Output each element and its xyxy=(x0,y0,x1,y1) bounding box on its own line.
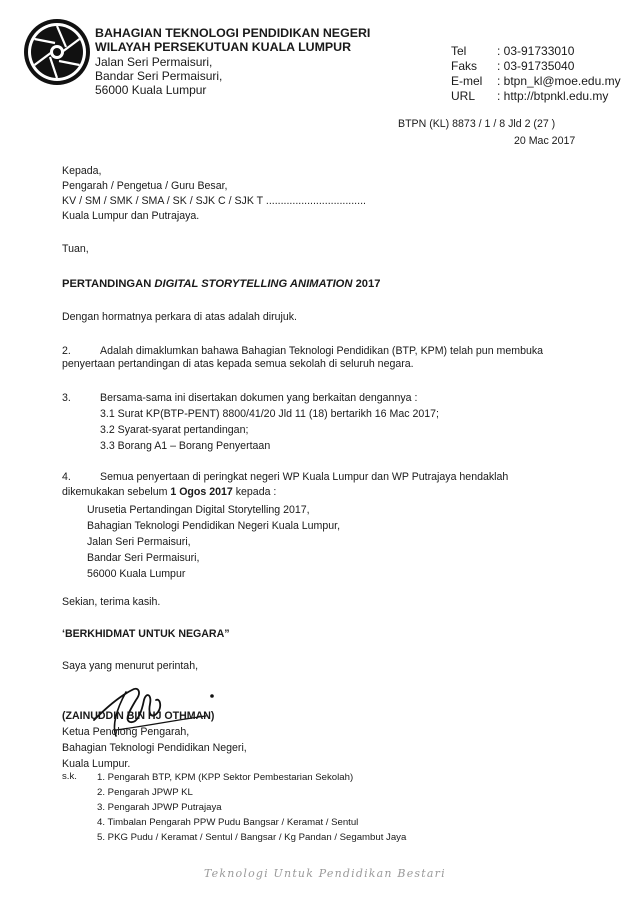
cc-item: 4. Timbalan Pengarah PPW Pudu Bangsar / Keramat / Sentul xyxy=(97,817,359,828)
letterhead xyxy=(0,0,638,110)
signatory-block xyxy=(62,708,247,772)
closing-thanks: Sekian, terima kasih. xyxy=(62,596,161,608)
signatory-title: Kuala Lumpur. xyxy=(62,758,131,770)
contact-fax: Faks : 03-91735040 xyxy=(451,59,575,73)
footer-motto: Teknologi Untuk Pendidikan Bestari xyxy=(204,867,446,880)
contact-url: URL : http://btpnkl.edu.my xyxy=(451,89,609,103)
paragraph-2: 2. Adalah dimaklumkan bahawa Bahagian Teknologi Pendidikan (BTP, KPM) telah pun membuka penyertaan pertandingan di atas kepada semua sekolah di seluruh negara. xyxy=(62,345,544,370)
attachment-item: 3.3 Borang A1 – Borang Penyertaan xyxy=(100,440,271,452)
deadline-date: 1 Ogos 2017 xyxy=(170,486,233,498)
by-order-line: Saya yang menurut perintah, xyxy=(62,660,199,672)
submission-address: Urusetia Pertandingan Digital Storytelling 2017, Bahagian Teknologi Pendidikan Negeri Kuala Lumpur, Jalan Seri Permaisuri, Bandar Seri Permaisuri, 56000 Kuala Lumpur xyxy=(87,504,341,580)
attachment-item: 3.2 Syarat-syarat pertandingan; xyxy=(100,424,249,436)
signatory-title: Ketua Penolong Pengarah, xyxy=(62,726,190,738)
deadline-line: dikemukakan sebelum 1 Ogos 2017 kepada : xyxy=(62,486,277,498)
cc-item: 5. PKG Pudu / Keramat / Sentul / Bangsar / Kg Pandan / Segambut Jaya xyxy=(97,832,407,843)
contact-block xyxy=(451,44,621,104)
closing-motto: ‘BERKHIDMAT UNTUK NEGARA” xyxy=(62,628,230,640)
contact-email: E-mel : btpn_kl@moe.edu.my xyxy=(451,74,621,88)
aperture-logo-icon xyxy=(22,17,92,87)
signatory-title: Bahagian Teknologi Pendidikan Negeri, xyxy=(62,742,247,754)
cc-label: s.k. xyxy=(62,771,77,782)
contact-tel: Tel : 03-91733010 xyxy=(451,44,575,58)
paragraph-number: 3. xyxy=(62,392,71,404)
reference-number: BTPN (KL) 8873 / 1 / 8 Jld 2 (27 ) xyxy=(398,118,556,130)
cc-item: 3. Pengarah JPWP Putrajaya xyxy=(97,802,222,813)
opening-line: Dengan hormatnya perkara di atas adalah dirujuk. xyxy=(62,311,297,323)
salutation: Tuan, xyxy=(62,243,89,255)
letter-date: 20 Mac 2017 xyxy=(514,135,576,147)
paragraph-3: 3. Bersama-sama ini disertakan dokumen yang berkaitan dengannya : 3.1 Surat KP(BTP-PENT) 8800/41/20 Jld 11 (18) bertarikh 16 Mac 2017; 3.2 Syarat-syarat pertandingan; 3.3 Borang A1 – Borang Penyertaan xyxy=(62,392,439,452)
letter-title: PERTANDINGAN DIGITAL STORYTELLING ANIMATION 2017 xyxy=(62,278,381,290)
cc-item: 2. Pengarah JPWP KL xyxy=(97,787,193,798)
org-name-line1: BAHAGIAN TEKNOLOGI PENDIDIKAN NEGERI xyxy=(95,26,371,40)
recipient-line: Kepada, xyxy=(62,165,102,177)
cc-list xyxy=(97,770,406,845)
cc-item: 1. Pengarah BTP, KPM (KPP Sektor Pembestarian Sekolah) xyxy=(97,772,354,783)
signatory-name: (ZAINUDDIN BIN HJ OTHMAN) xyxy=(62,710,215,722)
org-address-line: 56000 Kuala Lumpur xyxy=(95,83,207,97)
org-name-line2: WILAYAH PERSEKUTUAN KUALA LUMPUR xyxy=(95,40,352,54)
org-address-line: Jalan Seri Permaisuri, xyxy=(95,55,213,69)
paragraph-number: 2. xyxy=(62,345,71,357)
recipient-line: Pengarah / Pengetua / Guru Besar, xyxy=(62,180,228,192)
recipient-block xyxy=(62,164,366,224)
attachment-item: 3.1 Surat KP(BTP-PENT) 8800/41/20 Jld 11 (18) bertarikh 16 Mac 2017; xyxy=(100,408,439,420)
org-address-line: Bandar Seri Permaisuri, xyxy=(95,69,223,83)
paragraph-number: 4. xyxy=(62,471,71,483)
recipient-line: Kuala Lumpur dan Putrajaya. xyxy=(62,210,200,222)
recipient-line: KV / SM / SMK / SMA / SK / SJK C / SJK T .................................. xyxy=(62,195,366,207)
paragraph-4: 4. Semua penyertaan di peringkat negeri WP Kuala Lumpur dan WP Putrajaya hendaklah dikemukakan sebelum 1 Ogos 2017 kepada : Urusetia Pertandingan Digital Storytelling 2017, Bahagian Teknologi Pendidikan Negeri Kuala Lumpur, Jalan Seri Permaisuri, Bandar Seri Permaisuri, 56000 Kuala Lumpur xyxy=(62,470,582,582)
